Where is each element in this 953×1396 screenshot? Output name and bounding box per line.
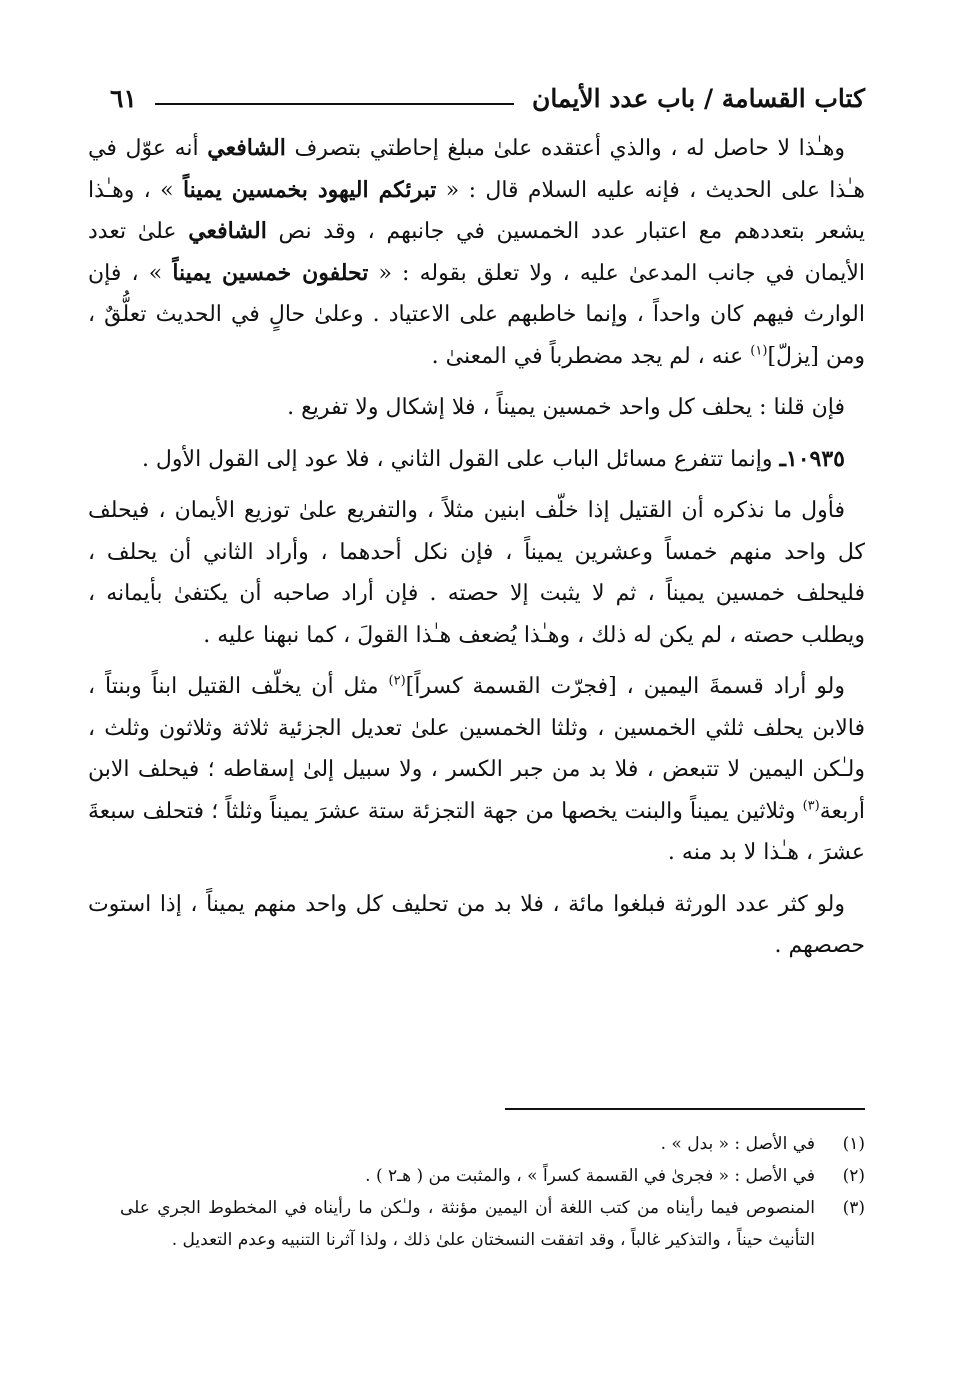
footnote-number: (١)	[842, 1134, 865, 1154]
text-run: عنه ، لم يجد مضطرباً في المعنىٰ .	[431, 343, 751, 369]
header-rule	[155, 103, 514, 105]
main-text	[88, 128, 865, 967]
paragraph-5	[88, 666, 865, 874]
hadith-quote: تبرئكم اليهود بخمسين يميناً	[182, 176, 437, 203]
text-run: علىٰ تعدد الأيمان في جانب المدعىٰ عليه ، ولا تعلق بقوله : «	[88, 219, 865, 286]
page-header	[110, 78, 865, 118]
paragraph-3	[88, 439, 865, 481]
paragraph-6: ولو كثر عدد الورثة فبلغوا مائة ، فلا بد من تحليف كل واحد منهم يميناً ، إذا استوت حصصهم .	[88, 891, 865, 958]
text-run: مثل أن يخلّف القتيل ابناً وبنتاً ، فالابن يحلف ثلثي الخمسين ، وثلثا الخمسين علىٰ تعديل الجزئية ثلاثة وثلاثون وثلث ، ولـٰكن اليمين لا تتبعض ، فلا بد من جبر الكسر ، ولا سبيل إلىٰ إسقاطه ؛ فيحلف الابن أربعة	[88, 674, 865, 824]
text-run: أنه عوّل في هـٰذا على الحديث ، فإنه عليه السلام قال : «	[88, 136, 865, 203]
footnote-number: (٣)	[842, 1198, 865, 1218]
paragraph-2: فإن قلنا : يحلف كل واحد خمسين يميناً ، فلا إشكال ولا تفريع .	[287, 395, 845, 420]
paragraph-4: فأول ما نذكره أن القتيل إذا خلّف ابنين مثلاً ، والتفريع علىٰ توزيع الأيمان ، فيحلف كل واحد منهم خمساً وعشرين يميناً ، فإن نكل أحدهما ، وأراد الثاني أن يحلف ، فليحلف خمسين يميناً ، ثم لا يثبت إلا حصته . فإن أراد صاحبه أن يكتفىٰ بأيمانه ، ويطلب حصته ، لم يكن له ذلك ، وهـٰذا يُضعف هـٰذا القولَ ، كما نبهنا عليه .	[88, 498, 865, 648]
footnote-text: في الأصل : « فجرىٰ في القسمة كسراً » ، والمثبت من ( هـ٢ ) .	[365, 1166, 815, 1186]
text-run: وثلاثين يميناً والبنت يخصها من جهة التجزئة ستة عشرَ يميناً وثلثاً ؛ فتحلف سبعةَ عشرَ ، هـٰذا لا بد منه .	[88, 798, 865, 865]
name-shafii: الشافعي	[188, 218, 267, 244]
footnote-text: في الأصل : « بدل » .	[660, 1134, 815, 1154]
footnote-ref: (٣)	[802, 798, 820, 814]
section-number: ١٠٩٣٥ـ	[779, 445, 845, 472]
footnotes	[120, 1128, 865, 1256]
text-run: » ، وهـٰذا يشعر بتعددهم مع اعتبار عدد الخمسين في جانبهم ، وقد نص	[88, 177, 865, 244]
footnote-separator	[505, 1108, 865, 1110]
text-run: » ، فإن الوارث فيهم كان واحداً ، وإنما خاطبهم على الاعتياد . وعلىٰ حالٍ في الحديث تعلُّقٌ ، ومن [يزلّ]	[88, 260, 865, 369]
page-number: ٦١	[110, 83, 137, 113]
name-shafii: الشافعي	[207, 135, 286, 161]
footnote-ref: (٢)	[388, 673, 406, 689]
text-run: ولو أراد قسمةَ اليمين ، [فجرّت القسمة كسراً]	[405, 674, 845, 699]
hadith-quote: تحلفون خمسين يميناً	[172, 259, 369, 286]
footnote-2	[120, 1160, 865, 1192]
footnote-1	[120, 1128, 865, 1160]
text-run: وإنما تتفرع مسائل الباب على القول الثاني ، فلا عود إلى القول الأول .	[141, 446, 780, 472]
footnote-ref: (١)	[750, 343, 768, 359]
running-title: كتاب القسامة / باب عدد الأيمان	[531, 83, 865, 113]
text-run: وهـٰذا لا حاصل له ، والذي أعتقده علىٰ مبلغ إحاطتي بتصرف	[285, 136, 846, 161]
paragraph-1	[88, 128, 865, 377]
footnote-text: المنصوص فيما رأيناه من كتب اللغة أن اليمين مؤنثة ، ولـٰكن ما رأيناه في المخطوط الجري على التأنيث حيناً ، والتذكير غالباً ، وقد اتفقت النسختان علىٰ ذلك ، ولذا آثرنا التنبيه وعدم التعديل .	[120, 1198, 815, 1250]
footnote-number: (٢)	[842, 1166, 865, 1186]
footnote-3	[120, 1192, 865, 1256]
